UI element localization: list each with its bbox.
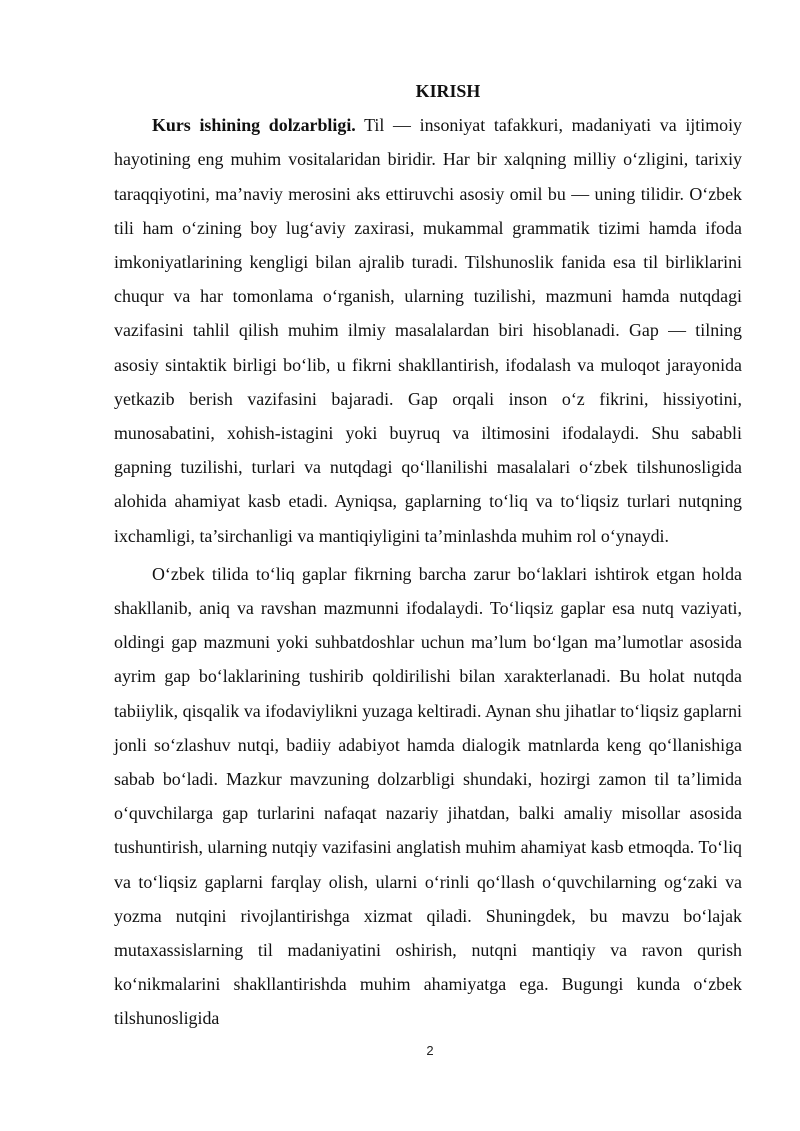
- paragraph-lead: Kurs ishining dolzarbligi.: [152, 115, 356, 136]
- paragraph-2-text: O‘zbek tilida to‘liq gaplar fikrning barcha zarur bo‘laklari ishtirok etgan holda shakllanib, aniq va ravshan mazmunni ifodalaydi. To‘liqsiz gaplar esa nutq vaziyati, oldingi gap mazmuni yoki suhbatdoshlar uchun ma’lum bo‘lgan ma’lumotlar asosida ayrim gap bo‘laklarining tushirib qoldirilishi bilan xarakterlanadi. Bu holat nutqda tabiiylik, qisqalik va ifodaviylikni yuzaga keltiradi. Aynan shu jihatlar to‘liqsiz gaplarni jonli so‘zlashuv nutqi, badiiy adabiyot hamda dialogik matnlarda keng qo‘llanishiga sabab bo‘ladi. Mazkur mavzuning dolzarbligi shundaki, hozirgi zamon til ta’limida o‘quvchilarga gap turlarini nafaqat nazariy jihatdan, balki amaliy misollar asosida tushuntirish, ularning nutqiy vazifasini anglatish muhim ahamiyat kasb etmoqda. To‘liq va to‘liqsiz gaplarni farqlay olish, ularni o‘rinli qo‘llash o‘quvchilarning og‘zaki va yozma nutqini rivojlantirishga xizmat qiladi. Shuningdek, bu mavzu bo‘lajak mutaxassislarning til madaniyatini oshirish, nutqni mantiqiy va ravon qurish ko‘nikmalarini shakllantirishda muhim ahamiyatga ega. Bugungi kunda o‘zbek tilshunosligida: [114, 563, 742, 1029]
- paragraph-1-text: Til — insoniyat tafakkuri, madaniyati va ijtimoiy hayotining eng muhim vositalaridan biridir. Har bir xalqning milliy o‘zligini, tarixiy taraqqiyotini, ma’naviy merosini aks ettiruvchi asosiy omil bu — uning tilidir. O‘zbek tili ham o‘zining boy lug‘aviy zaxirasi, mukammal grammatik tizimi hamda ifoda imkoniyatlarining kengligi bilan ajralib turadi. Tilshunoslik fanida esa til birliklarini chuqur va har tomonlama o‘rganish, ularning tuzilishi, mazmuni hamda nutqdagi vazifasini tahlil qilish muhim ilmiy masalalardan biri hisoblanadi. Gap — tilning asosiy sintaktik birligi bo‘lib, u fikrni shakllantirish, ifodalash va muloqot jarayonida yetkazib berish vazifasini bajaradi. Gap orqali inson o‘z fikrini, hissiyotini, munosabatini, xohish-istagini yoki buyruq va iltimosini ifodalaydi. Shu sababli gapning tuzilishi, turlari va nutqdagi qo‘llanilishi masalalari o‘zbek tilshunosligida alohida ahamiyat kasb etadi. Ayniqsa, gaplarning to‘liq va to‘liqsiz turlari nutqning ixchamligi, ta’sirchanligi va mantiqiyligini ta’minlashda muhim rol o‘ynaydi.: [114, 115, 742, 546]
- paragraph-2: [114, 557, 742, 1036]
- document-page: [114, 74, 742, 1036]
- page-number: 2: [426, 1043, 434, 1058]
- section-title: KIRISH: [415, 81, 481, 101]
- paragraph-1: [114, 108, 742, 553]
